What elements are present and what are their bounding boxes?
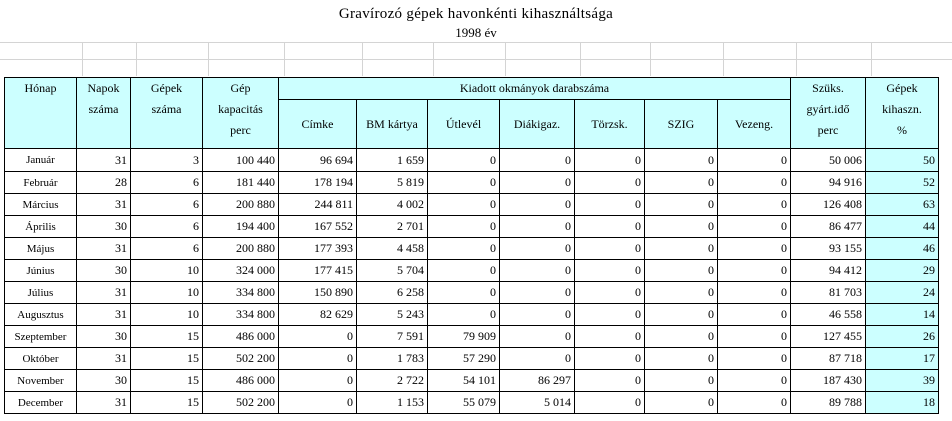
cell-honap: Május (5, 238, 77, 260)
gridline (0, 59, 952, 60)
cell-szuks: 50 006 (791, 149, 866, 172)
cell-szuks: 126 408 (791, 194, 866, 216)
cell-gepek: 15 (131, 326, 203, 348)
cell-utlevel: 0 (428, 282, 500, 304)
gridline (0, 42, 952, 43)
cell-kapacitas: 100 440 (203, 149, 279, 172)
cell-napok: 31 (77, 282, 131, 304)
header-kapacitas (203, 78, 279, 149)
cell-szig: 0 (645, 260, 718, 282)
cell-bm: 4 002 (357, 194, 428, 216)
cell-vezeng: 0 (718, 304, 791, 326)
cell-torzs: 0 (575, 172, 645, 194)
cell-kapacitas: 502 200 (203, 392, 279, 414)
cell-honap: Február (5, 172, 77, 194)
cell-gepek: 15 (131, 348, 203, 370)
cell-kapacitas: 194 400 (203, 216, 279, 238)
cell-vezeng: 0 (718, 326, 791, 348)
header-kiadott-group: Kiadott okmányok darabszáma (279, 78, 791, 100)
header-label: Hónap (24, 81, 57, 95)
cell-cimke: 177 415 (279, 260, 357, 282)
cell-torzs: 0 (575, 304, 645, 326)
cell-kihasznaltsag: 17 (866, 348, 939, 370)
header-vezeng: Vezeng. (718, 100, 791, 149)
cell-vezeng: 0 (718, 238, 791, 260)
cell-szig: 0 (645, 392, 718, 414)
cell-szig: 0 (645, 282, 718, 304)
gridline (208, 42, 209, 76)
cell-szuks: 127 455 (791, 326, 866, 348)
cell-cimke: 82 629 (279, 304, 357, 326)
cell-vezeng: 0 (718, 348, 791, 370)
cell-kapacitas: 200 880 (203, 194, 279, 216)
cell-torzs: 0 (575, 238, 645, 260)
cell-szig: 0 (645, 194, 718, 216)
sheet-title: Gravírozó gépek havonkénti kihasználtsága (338, 6, 614, 22)
cell-utlevel: 0 (428, 304, 500, 326)
cell-napok: 31 (77, 304, 131, 326)
cell-diak: 0 (500, 304, 575, 326)
cell-kapacitas: 502 200 (203, 348, 279, 370)
cell-vezeng: 0 (718, 172, 791, 194)
cell-vezeng: 0 (718, 216, 791, 238)
cell-cimke: 150 890 (279, 282, 357, 304)
cell-napok: 30 (77, 216, 131, 238)
cell-gepek: 6 (131, 238, 203, 260)
cell-utlevel: 0 (428, 172, 500, 194)
header-label: % (897, 123, 907, 137)
cell-vezeng: 0 (718, 282, 791, 304)
cell-szig: 0 (645, 216, 718, 238)
cell-bm: 5 243 (357, 304, 428, 326)
cell-szuks: 94 916 (791, 172, 866, 194)
cell-torzs: 0 (575, 326, 645, 348)
cell-szig: 0 (645, 149, 718, 172)
table-row (5, 304, 939, 326)
cell-bm: 1 153 (357, 392, 428, 414)
cell-cimke: 96 694 (279, 149, 357, 172)
header-label: Gépek (886, 81, 918, 95)
cell-honap: Április (5, 216, 77, 238)
gridline (650, 42, 651, 76)
cell-cimke: 0 (279, 392, 357, 414)
header-bm-kartya: BM kártya (357, 100, 428, 149)
cell-szig: 0 (645, 326, 718, 348)
header-utlevel: Útlevél (428, 100, 500, 149)
utilization-table (4, 77, 939, 414)
cell-diak: 0 (500, 260, 575, 282)
cell-kihasznaltsag: 39 (866, 370, 939, 392)
cell-torzs: 0 (575, 216, 645, 238)
cell-gepek: 10 (131, 304, 203, 326)
cell-napok: 31 (77, 149, 131, 172)
sheet-subtitle: 1998 év (455, 25, 497, 40)
gridline (362, 42, 363, 76)
cell-vezeng: 0 (718, 260, 791, 282)
cell-bm: 7 591 (357, 326, 428, 348)
cell-kihasznaltsag: 18 (866, 392, 939, 414)
cell-honap: Október (5, 348, 77, 370)
header-label: Napok (87, 81, 120, 95)
cell-gepek: 10 (131, 260, 203, 282)
header-label: perc (230, 123, 251, 137)
header-label: száma (151, 102, 182, 116)
cell-kihasznaltsag: 52 (866, 172, 939, 194)
cell-cimke: 177 393 (279, 238, 357, 260)
cell-honap: Január (5, 149, 77, 172)
cell-gepek: 6 (131, 172, 203, 194)
cell-bm: 5 704 (357, 260, 428, 282)
header-torzsk: Törzsk. (575, 100, 645, 149)
cell-vezeng: 0 (718, 392, 791, 414)
header-cimke: Címke (279, 100, 357, 149)
cell-gepek: 15 (131, 370, 203, 392)
cell-kapacitas: 334 800 (203, 282, 279, 304)
header-szig: SZIG (645, 100, 718, 149)
cell-utlevel: 0 (428, 216, 500, 238)
cell-napok: 30 (77, 370, 131, 392)
cell-utlevel: 54 101 (428, 370, 500, 392)
cell-vezeng: 0 (718, 149, 791, 172)
cell-bm: 6 258 (357, 282, 428, 304)
gridline (871, 42, 872, 76)
cell-kihasznaltsag: 46 (866, 238, 939, 260)
cell-szig: 0 (645, 370, 718, 392)
gridline (505, 42, 506, 76)
cell-utlevel: 55 079 (428, 392, 500, 414)
cell-diak: 0 (500, 172, 575, 194)
cell-cimke: 244 811 (279, 194, 357, 216)
cell-utlevel: 0 (428, 194, 500, 216)
cell-napok: 28 (77, 172, 131, 194)
cell-torzs: 0 (575, 282, 645, 304)
cell-szig: 0 (645, 348, 718, 370)
cell-napok: 31 (77, 348, 131, 370)
cell-napok: 30 (77, 326, 131, 348)
table-row (5, 326, 939, 348)
table-row (5, 238, 939, 260)
table-row (5, 348, 939, 370)
cell-honap: December (5, 392, 77, 414)
cell-cimke: 0 (279, 348, 357, 370)
cell-vezeng: 0 (718, 370, 791, 392)
cell-diak: 0 (500, 238, 575, 260)
cell-utlevel: 0 (428, 260, 500, 282)
cell-cimke: 0 (279, 370, 357, 392)
cell-gepek: 10 (131, 282, 203, 304)
cell-kihasznaltsag: 44 (866, 216, 939, 238)
header-napok (77, 78, 131, 149)
cell-szuks: 81 703 (791, 282, 866, 304)
cell-torzs: 0 (575, 194, 645, 216)
header-label: száma (88, 102, 119, 116)
cell-gepek: 15 (131, 392, 203, 414)
gridline (580, 42, 581, 76)
cell-szuks: 89 788 (791, 392, 866, 414)
cell-szig: 0 (645, 172, 718, 194)
cell-kihasznaltsag: 63 (866, 194, 939, 216)
header-label: Gépek (150, 81, 183, 95)
table-row (5, 149, 939, 172)
table-row (5, 370, 939, 392)
header-label: gyárt.idő (806, 102, 850, 116)
cell-napok: 31 (77, 392, 131, 414)
cell-diak: 0 (500, 282, 575, 304)
cell-honap: Augusztus (5, 304, 77, 326)
cell-bm: 4 458 (357, 238, 428, 260)
header-szuks (791, 78, 866, 149)
cell-bm: 5 819 (357, 172, 428, 194)
cell-utlevel: 79 909 (428, 326, 500, 348)
cell-honap: Július (5, 282, 77, 304)
cell-utlevel: 0 (428, 149, 500, 172)
cell-torzs: 0 (575, 149, 645, 172)
cell-napok: 30 (77, 260, 131, 282)
cell-honap: Március (5, 194, 77, 216)
cell-diak: 0 (500, 216, 575, 238)
cell-gepek: 6 (131, 216, 203, 238)
cell-cimke: 0 (279, 326, 357, 348)
header-label: kihaszn. (882, 102, 922, 116)
cell-utlevel: 57 290 (428, 348, 500, 370)
table-row (5, 260, 939, 282)
cell-kihasznaltsag: 26 (866, 326, 939, 348)
cell-torzs: 0 (575, 260, 645, 282)
header-honap (5, 78, 77, 149)
cell-szig: 0 (645, 238, 718, 260)
header-label: Gép (230, 81, 251, 95)
table-row (5, 172, 939, 194)
cell-gepek: 3 (131, 149, 203, 172)
cell-diak: 0 (500, 194, 575, 216)
cell-bm: 1 659 (357, 149, 428, 172)
cell-napok: 31 (77, 194, 131, 216)
cell-diak: 0 (500, 348, 575, 370)
gridline (796, 42, 797, 76)
cell-szuks: 87 718 (791, 348, 866, 370)
cell-bm: 1 783 (357, 348, 428, 370)
cell-gepek: 6 (131, 194, 203, 216)
gridline (433, 42, 434, 76)
cell-kapacitas: 486 000 (203, 370, 279, 392)
header-diakigaz: Diákigaz. (500, 100, 575, 149)
table-row (5, 194, 939, 216)
table-row (5, 216, 939, 238)
header-gepek (131, 78, 203, 149)
cell-kihasznaltsag: 24 (866, 282, 939, 304)
cell-kihasznaltsag: 50 (866, 149, 939, 172)
cell-torzs: 0 (575, 370, 645, 392)
cell-torzs: 0 (575, 392, 645, 414)
cell-napok: 31 (77, 238, 131, 260)
cell-honap: November (5, 370, 77, 392)
cell-cimke: 167 552 (279, 216, 357, 238)
cell-honap: Szeptember (5, 326, 77, 348)
cell-szuks: 94 412 (791, 260, 866, 282)
cell-szuks: 46 558 (791, 304, 866, 326)
cell-diak: 5 014 (500, 392, 575, 414)
table-body (5, 149, 939, 414)
cell-szig: 0 (645, 304, 718, 326)
gridline (723, 42, 724, 76)
cell-vezeng: 0 (718, 194, 791, 216)
cell-torzs: 0 (575, 348, 645, 370)
gridline (82, 42, 83, 76)
gridline (136, 42, 137, 76)
cell-utlevel: 0 (428, 238, 500, 260)
cell-kapacitas: 200 880 (203, 238, 279, 260)
cell-bm: 2 722 (357, 370, 428, 392)
header-label: perc (817, 123, 839, 137)
cell-szuks: 187 430 (791, 370, 866, 392)
cell-diak: 0 (500, 149, 575, 172)
cell-diak: 86 297 (500, 370, 575, 392)
cell-bm: 2 701 (357, 216, 428, 238)
cell-honap: Június (5, 260, 77, 282)
cell-kapacitas: 324 000 (203, 260, 279, 282)
table-row (5, 282, 939, 304)
header-label: Szüks. (812, 81, 844, 95)
cell-diak: 0 (500, 326, 575, 348)
cell-cimke: 178 194 (279, 172, 357, 194)
cell-szuks: 86 477 (791, 216, 866, 238)
cell-kapacitas: 181 440 (203, 172, 279, 194)
cell-kapacitas: 334 800 (203, 304, 279, 326)
cell-kihasznaltsag: 29 (866, 260, 939, 282)
header-label: kapacitás (218, 102, 263, 116)
cell-szuks: 93 155 (791, 238, 866, 260)
cell-kapacitas: 486 000 (203, 326, 279, 348)
cell-kihasznaltsag: 14 (866, 304, 939, 326)
gridline (284, 42, 285, 76)
header-kihasznaltsag (866, 78, 939, 149)
table-row (5, 392, 939, 414)
